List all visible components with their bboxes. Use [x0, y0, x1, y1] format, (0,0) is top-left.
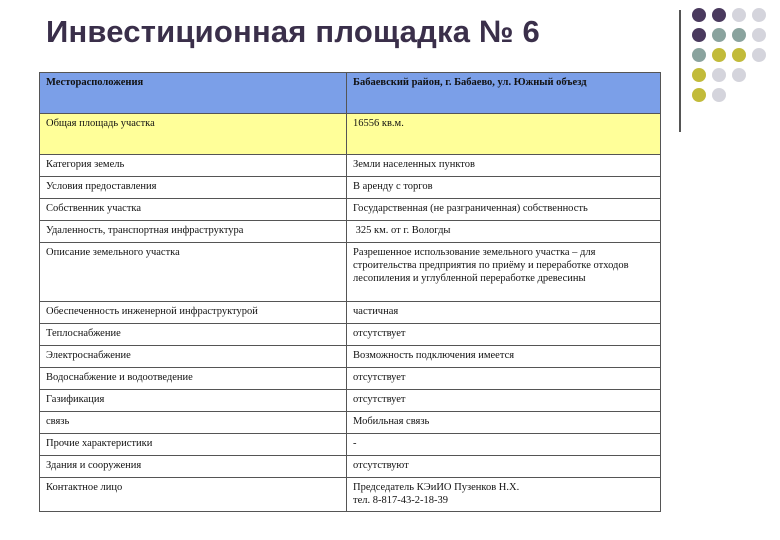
- decor-dot: [752, 48, 766, 62]
- table-row-contact: [40, 478, 661, 512]
- table-row: [40, 434, 661, 456]
- page-title: Инвестиционная площадка № 6: [46, 14, 540, 49]
- decor-dot: [712, 28, 726, 42]
- row-label: Удаленность, транспортная инфраструктура: [40, 221, 347, 243]
- decor-dot: [732, 48, 746, 62]
- table-row: [40, 199, 661, 221]
- row-label: Газификация: [40, 390, 347, 412]
- decor-dot: [692, 88, 706, 102]
- table-row-area: [40, 114, 661, 155]
- row-value: Государственная (не разграниченная) собственность: [347, 199, 661, 221]
- row-value: Разрешенное использование земельного участка – для строительства предприятия по приёму и переработке отходов лесопиления и углубленной переработке древесины: [347, 243, 661, 302]
- decor-dot: [732, 8, 746, 22]
- table-row: [40, 302, 661, 324]
- row-value: отсутствует: [347, 324, 661, 346]
- row-label: Собственник участка: [40, 199, 347, 221]
- row-label: Прочие характеристики: [40, 434, 347, 456]
- row-value: Земли населенных пунктов: [347, 155, 661, 177]
- decor-dot: [752, 8, 766, 22]
- row-label: Описание земельного участка: [40, 243, 347, 302]
- row-value: Бабаевский район, г. Бабаево, ул. Южный объезд: [347, 73, 661, 114]
- row-label: Общая площадь участка: [40, 114, 347, 155]
- row-value: Возможность подключения имеется: [347, 346, 661, 368]
- row-label: Контактное лицо: [40, 478, 347, 512]
- row-value: 16556 кв.м.: [347, 114, 661, 155]
- row-value: 325 км. от г. Вологды: [347, 221, 661, 243]
- divider-line: [679, 10, 681, 132]
- table-row: [40, 390, 661, 412]
- row-value: отсутствует: [347, 368, 661, 390]
- decor-dot: [712, 88, 726, 102]
- decor-dot: [692, 48, 706, 62]
- row-value: [347, 478, 661, 512]
- table-row: [40, 412, 661, 434]
- row-label: связь: [40, 412, 347, 434]
- row-value: частичная: [347, 302, 661, 324]
- decor-dot: [692, 68, 706, 82]
- decor-dot: [712, 48, 726, 62]
- row-label: Категория земель: [40, 155, 347, 177]
- decor-dot: [732, 68, 746, 82]
- contact-phone: тел. 8-817-43-2-18-39: [353, 495, 448, 506]
- row-label: Водоснабжение и водоотведение: [40, 368, 347, 390]
- table-row: [40, 221, 661, 243]
- row-label: Здания и сооружения: [40, 456, 347, 478]
- table-row: [40, 155, 661, 177]
- decor-dot: [692, 28, 706, 42]
- table-row-location: [40, 73, 661, 114]
- table-row: [40, 324, 661, 346]
- table-row: [40, 346, 661, 368]
- row-label: Условия предоставления: [40, 177, 347, 199]
- table-row: [40, 456, 661, 478]
- row-label: Теплоснабжение: [40, 324, 347, 346]
- decor-dot: [732, 28, 746, 42]
- decor-dot: [752, 28, 766, 42]
- decor-dot: [692, 8, 706, 22]
- row-value: отсутствуют: [347, 456, 661, 478]
- row-value: -: [347, 434, 661, 456]
- row-value: Мобильная связь: [347, 412, 661, 434]
- info-table: [39, 72, 661, 512]
- contact-name: Председатель КЭиИО Пузенков Н.Х.: [353, 482, 520, 493]
- decor-dot: [712, 8, 726, 22]
- row-value: отсутствует: [347, 390, 661, 412]
- row-value: В аренду с торгов: [347, 177, 661, 199]
- table-row: [40, 177, 661, 199]
- row-label: Обеспеченность инженерной инфраструктурой: [40, 302, 347, 324]
- row-label: Электроснабжение: [40, 346, 347, 368]
- row-label: Месторасположения: [40, 73, 347, 114]
- decor-dot: [712, 68, 726, 82]
- table-row: [40, 368, 661, 390]
- table-row: [40, 243, 661, 302]
